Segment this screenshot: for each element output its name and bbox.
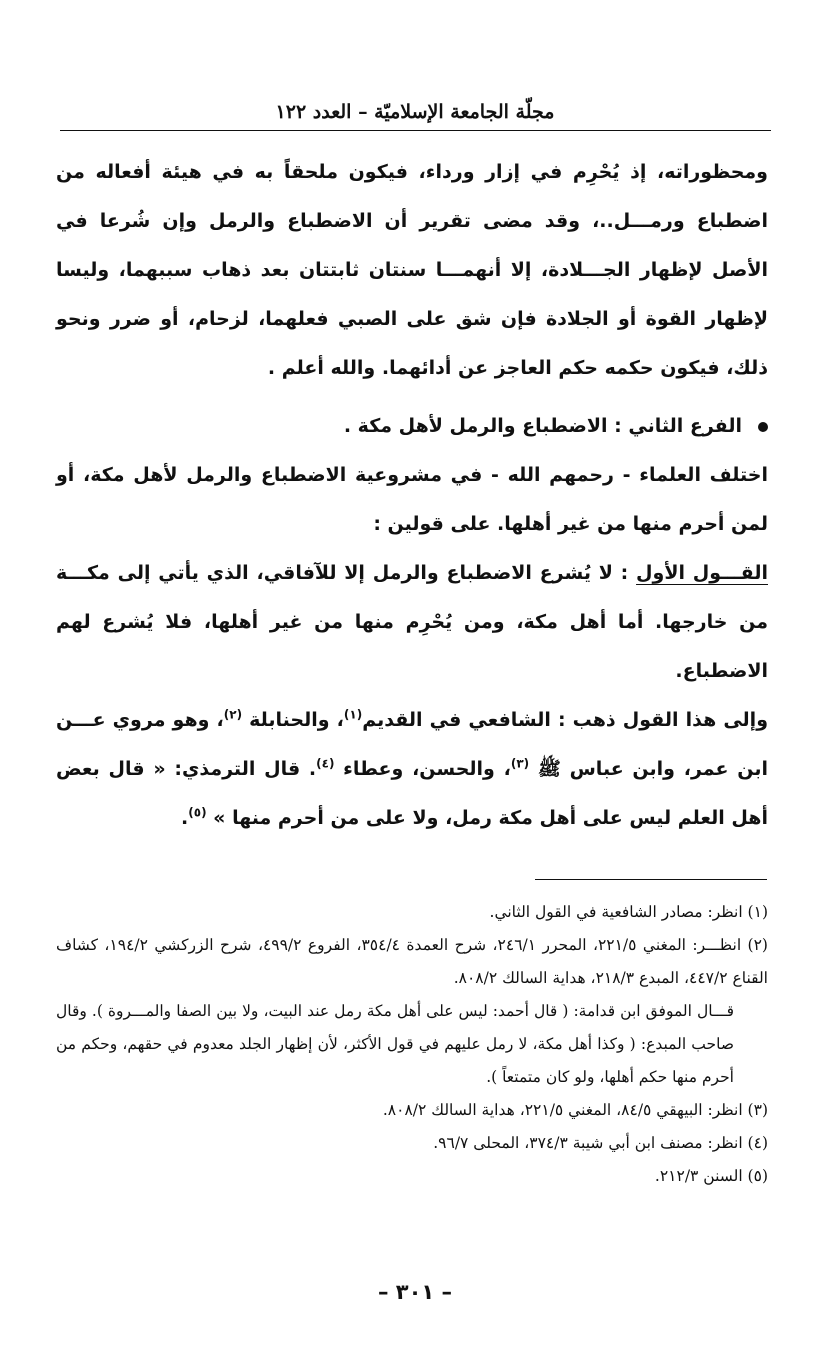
- p4-part-4: ، والحسن، وعطاء: [334, 758, 511, 780]
- footnote-5: (٥) السنن ٢١٢/٣.: [654, 1167, 768, 1185]
- p4-part-1: وإلى هذا القول ذهب : الشافعي في القديم: [362, 709, 769, 731]
- footnote-rule: [535, 879, 767, 880]
- footnote-ref-1: (١): [343, 707, 363, 722]
- bullet-icon: [758, 422, 768, 432]
- footnote-ref-3: (٣): [510, 756, 530, 771]
- footnote-2: (٢) انظـــر: المغني ٢٢١/٥، المحرر ٢٤٦/١، شرح العمدة ٣٥٤/٤، الفروع ٤٩٩/٢، شرح الزركشي ١٩٤/٢، كشاف القناع ٤٤٧/٢، المبدع ٢١٨/٣، هداية السالك ٨٠٨/٢.: [56, 936, 768, 987]
- footnote-ref-5: (٥): [188, 805, 207, 820]
- page-number: – ٣٠١ –: [377, 1280, 453, 1304]
- p4-part-3: ، وهو مروي عـــن ابن عمر، وابن عباس ﷺ: [56, 709, 768, 780]
- bullet-line: [56, 402, 768, 451]
- paragraph-3: [56, 549, 768, 696]
- branch-heading-text: الفرع الثاني : الاضطباع والرمل لأهل مكة .: [343, 415, 742, 437]
- footnotes: [56, 896, 768, 1193]
- first-opinion-text: : لا يُشرع الاضطباع والرمل إلا للآفاقي، الذي يأتي إلى مكـــة من خارجها. أما أهل مكة، ومن يُحْرِم منها من غير أهلها، فلا يُشرع لهم الاضطباع.: [56, 562, 768, 682]
- main-text: [56, 148, 768, 843]
- p4-part-2: ، والحنابلة: [242, 709, 344, 731]
- footnote-ref-4: (٤): [316, 756, 335, 771]
- footnote-ref-2: (٢): [223, 707, 243, 722]
- first-opinion-label: القـــول الأول: [636, 562, 768, 584]
- footnote-2-quote: قـــال الموفق ابن قدامة: ( قال أحمد: ليس على أهل مكة رمل عند البيت، ولا بين الصفا والمـــروة ). وقال صاحب المبدع: ( وكذا أهل مكة، لا رمل عليهم في قول الأكثر، لأن إظهار الجلد معدوم في حقهم، وحكم من أحرم منها حكم أهلها، ولو كان متمتعاً ).: [56, 1002, 734, 1086]
- running-header: مجلّة الجامعة الإسلاميّة – العدد ١٢٢: [275, 101, 555, 123]
- footnote-4: (٤) انظر: مصنف ابن أبي شيبة ٣٧٤/٣، المحلى ٩٦/٧.: [433, 1134, 768, 1152]
- header-rule: [60, 130, 771, 131]
- paragraph-1: ومحظوراته، إذ يُحْرِم في إزار ورداء، فيكون ملحقاً به في هيئة أفعاله من اضطباع ورمـــل..، وقد مضى تقرير أن الاضطباع والرمل وإن شُرعا في الأصل لإظهار الجـــلادة، إلا أنهمـــا سنتان ثابتتان بعد ذهاب سببهما، وليسا لإظهار القوة أو الجلادة فإن شق على الصبي فعلهما، لزحام، أو ضرر ونحو ذلك، فيكون حكمه حكم العاجز عن أدائهما. والله أعلم .: [56, 161, 768, 379]
- paragraph-4: [56, 696, 768, 843]
- p4-part-6: .: [181, 807, 189, 829]
- footnote-1: (١) انظر: مصادر الشافعية في القول الثاني.: [489, 903, 768, 921]
- branch-heading: [56, 402, 768, 451]
- p4-part-5: . قال الترمذي: « قال بعض أهل العلم ليس على أهل مكة رمل، ولا على من أحرم منها »: [56, 758, 768, 829]
- footnote-3: (٣) انظر: البيهقي ٨٤/٥، المغني ٢٢١/٥، هداية السالك ٨٠٨/٢.: [382, 1101, 768, 1119]
- paragraph-2: اختلف العلماء - رحمهم الله - في مشروعية الاضطباع والرمل لأهل مكة، أو لمن أحرم منها من غير أهلها. على قولين :: [56, 464, 768, 535]
